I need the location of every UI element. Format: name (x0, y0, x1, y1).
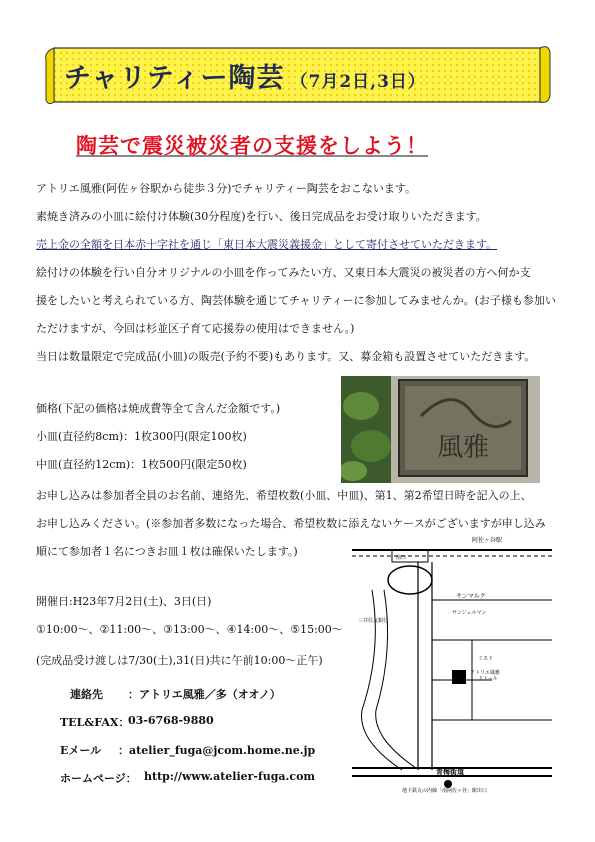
email-value[interactable]: ：atelier_fuga@jcom.home.ne.jp (118, 744, 316, 757)
map-label-7: 青梅街道 (436, 768, 464, 776)
access-map (352, 530, 552, 820)
pickup-note: (完成品受け渡しは7/30(土),31(日)共に午前10:00～正午) (36, 654, 323, 667)
apply-line-3: 順にて参加者１名につきお皿１枚は確保いたします。) (36, 545, 298, 558)
page-title (64, 56, 426, 95)
map-label-3: 三井住友銀行 (358, 618, 389, 624)
donation-line: 売上金の全額を日本赤十字社を通じ「東日本大震災義援金」として寄付させていただきます。 (36, 238, 498, 251)
map-label-2: サンジェルマン (452, 610, 487, 616)
web-label: ホームページ： (60, 772, 137, 785)
price-small: 小皿(直径約8cm)：1枚300円(限定100枚) (36, 430, 247, 443)
apply-line-2: お申し込みください。(※参加者多数になった場合、希望枚数に添えないケースがございますが申し込み (36, 517, 546, 530)
map-label-station: 阿佐ヶ谷駅 (472, 537, 503, 544)
price-medium: 中皿(直径約12cm)：1枚500円(限定50枚) (36, 458, 247, 471)
map-label-1: サンマルク (456, 593, 486, 600)
map-label-6: アトリエ風雅 (470, 670, 500, 676)
email-label: Eメール (60, 744, 102, 757)
tel-value: 03-6768-9880 (128, 714, 214, 727)
contact-label: 連絡先 (70, 688, 103, 701)
map-label-south-exit: 南口 (396, 555, 407, 561)
map-label-8: 地下鉄丸の内線「南阿佐ヶ谷」駅出口 (402, 788, 488, 794)
map-label-5: ミスド (478, 656, 494, 662)
event-times: ①10:00～、②11:00～、③13:00～、④14:00～、⑤15:00～ (36, 623, 343, 636)
contact-value: ：アトリエ風雅／多（オオノ） (128, 688, 281, 701)
atelier-marker-icon (452, 670, 466, 684)
intro-line: アトリエ風雅(阿佐ヶ谷駅から徒歩３分)でチャリティー陶芸をおこないます。 (36, 182, 417, 195)
invite-line-1: 絵付けの体験を行い自分オリジナルの小皿を作ってみたい方、又東日本大震災の被災者の方へ何か支 (36, 266, 531, 279)
invite-line-2: 援をしたいと考えられている方、陶芸体験を通じてチャリティーに参加してみませんか。(お子様も参加い (36, 294, 556, 307)
event-dates: 開催日:H23年7月2日(土)、3日(日) (36, 595, 212, 608)
title-dates: （7月2日,3日） (290, 72, 426, 92)
atelier-sign-photo (341, 376, 540, 483)
headline: 陶芸で震災被災者の支援をしよう！ (76, 133, 428, 158)
price-note: 価格(下記の価格は焼成費等全て含んだ金額です。) (36, 402, 281, 415)
invite-line-3: ただけますが、今回は杉並区子育て応援券の使用はできません。) (36, 322, 355, 335)
title-text: チャリティー陶芸 (64, 63, 285, 94)
tel-label: TEL&FAX： (60, 716, 130, 729)
apply-line-1: お申し込みは参加者全員のお名前、連絡先、希望枚数(小皿、中皿)、第1、第2希望日時を記入の上、 (36, 489, 532, 502)
sign-text: 風雅 (437, 433, 490, 463)
web-link[interactable]: http://www.atelier-fuga.com (144, 770, 316, 783)
description-line: 素焼き済みの小皿に絵付け体験(30分程度)を行い、後日完成品をお受け取りいただきます。 (36, 210, 487, 223)
sales-line: 当日は数量限定で完成品(小皿)の販売(予約不要)もあります。又、募金箱も設置させていただきます。 (36, 350, 536, 363)
map-label-4: ドトール (478, 676, 498, 682)
